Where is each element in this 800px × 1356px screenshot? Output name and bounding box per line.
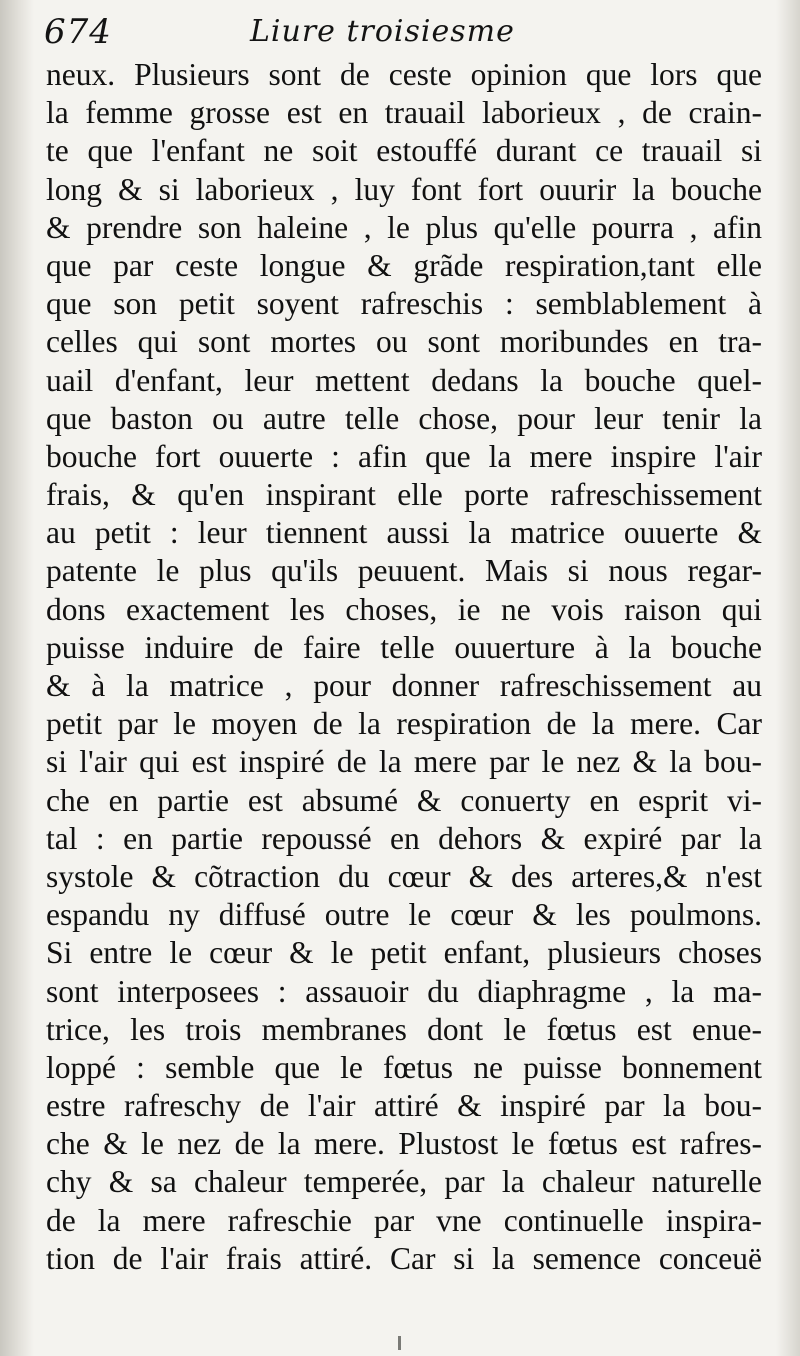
text-line: chy & sa chaleur temperée, par la chaleur naturelle bbox=[46, 1164, 762, 1200]
text-line: que par ceste longue & grãde respiration,tant elle bbox=[46, 247, 762, 283]
page-gutter-shadow bbox=[0, 0, 34, 1356]
text-line: espandu ny diffusé outre le cœur & les poulmons. bbox=[46, 897, 762, 933]
text-line: si l'air qui est inspiré de la mere par le nez & la bou- bbox=[46, 744, 762, 780]
page-footer-mark bbox=[398, 1336, 401, 1350]
text-line: & prendre son haleine , le plus qu'elle pourra , afin bbox=[46, 209, 762, 245]
text-line: au petit : leur tiennent aussi la matrice ouuerte & bbox=[46, 515, 762, 551]
text-line: dons exactement les choses, ie ne vois raison qui bbox=[46, 591, 762, 627]
text-line: estre rafreschy de l'air attiré & inspiré par la bou- bbox=[46, 1088, 762, 1124]
text-line: neux. Plusieurs sont de ceste opinion que lors que bbox=[46, 57, 762, 92]
text-line: petit par le moyen de la respiration de la mere. Car bbox=[46, 706, 762, 742]
text-line: Si entre le cœur & le petit enfant, plusieurs choses bbox=[46, 935, 762, 971]
text-line: puisse induire de faire telle ouuerture à la bouche bbox=[46, 629, 762, 665]
page-header bbox=[44, 10, 764, 58]
text-line: che en partie est absumé & conuerty en esprit vi- bbox=[46, 782, 762, 818]
text-line: loppé : semble que le fœtus ne puisse bonnement bbox=[46, 1049, 762, 1085]
text-line: trice, les trois membranes dont le fœtus est enue- bbox=[46, 1011, 762, 1047]
text-line: che & le nez de la mere. Plustost le fœtus est rafres- bbox=[46, 1126, 762, 1162]
text-line: tal : en partie repoussé en dehors & expiré par la bbox=[46, 820, 762, 856]
text-line: systole & cõtraction du cœur & des arteres,& n'est bbox=[46, 858, 762, 894]
text-line: celles qui sont mortes ou sont moribundes en tra- bbox=[46, 324, 762, 360]
text-line: que son petit soyent rafreschis : semblablement à bbox=[46, 286, 762, 322]
text-line: & à la matrice , pour donner rafreschissement au bbox=[46, 668, 762, 703]
text-line: tion de l'air frais attiré. Car si la semence conceuë bbox=[46, 1240, 762, 1276]
text-line: long & si laborieux , luy font fort ouurir la bouche bbox=[46, 171, 762, 207]
text-line: frais, & qu'en inspirant elle porte rafreschissement bbox=[46, 477, 762, 513]
text-line: de la mere rafreschie par vne continuelle inspira- bbox=[46, 1202, 762, 1238]
text-line: que baston ou autre telle chose, pour leur tenir la bbox=[46, 400, 762, 436]
running-title: Liure troisiesme bbox=[250, 14, 515, 49]
page-number: 674 bbox=[44, 12, 112, 52]
body-text bbox=[46, 56, 762, 1278]
page-edge-shadow bbox=[776, 0, 800, 1356]
text-line: uail d'enfant, leur mettent dedans la bouche quel- bbox=[46, 362, 762, 398]
text-line: bouche fort ouuerte : afin que la mere inspire l'air bbox=[46, 438, 762, 474]
text-line: sont interposees : assauoir du diaphragme , la ma- bbox=[46, 973, 762, 1009]
text-line: te que l'enfant ne soit estouffé durant ce trauail si bbox=[46, 133, 762, 169]
text-line: la femme grosse est en trauail laborieux , de crain- bbox=[46, 95, 762, 131]
text-line: patente le plus qu'ils peuuent. Mais si nous regar- bbox=[46, 553, 762, 589]
